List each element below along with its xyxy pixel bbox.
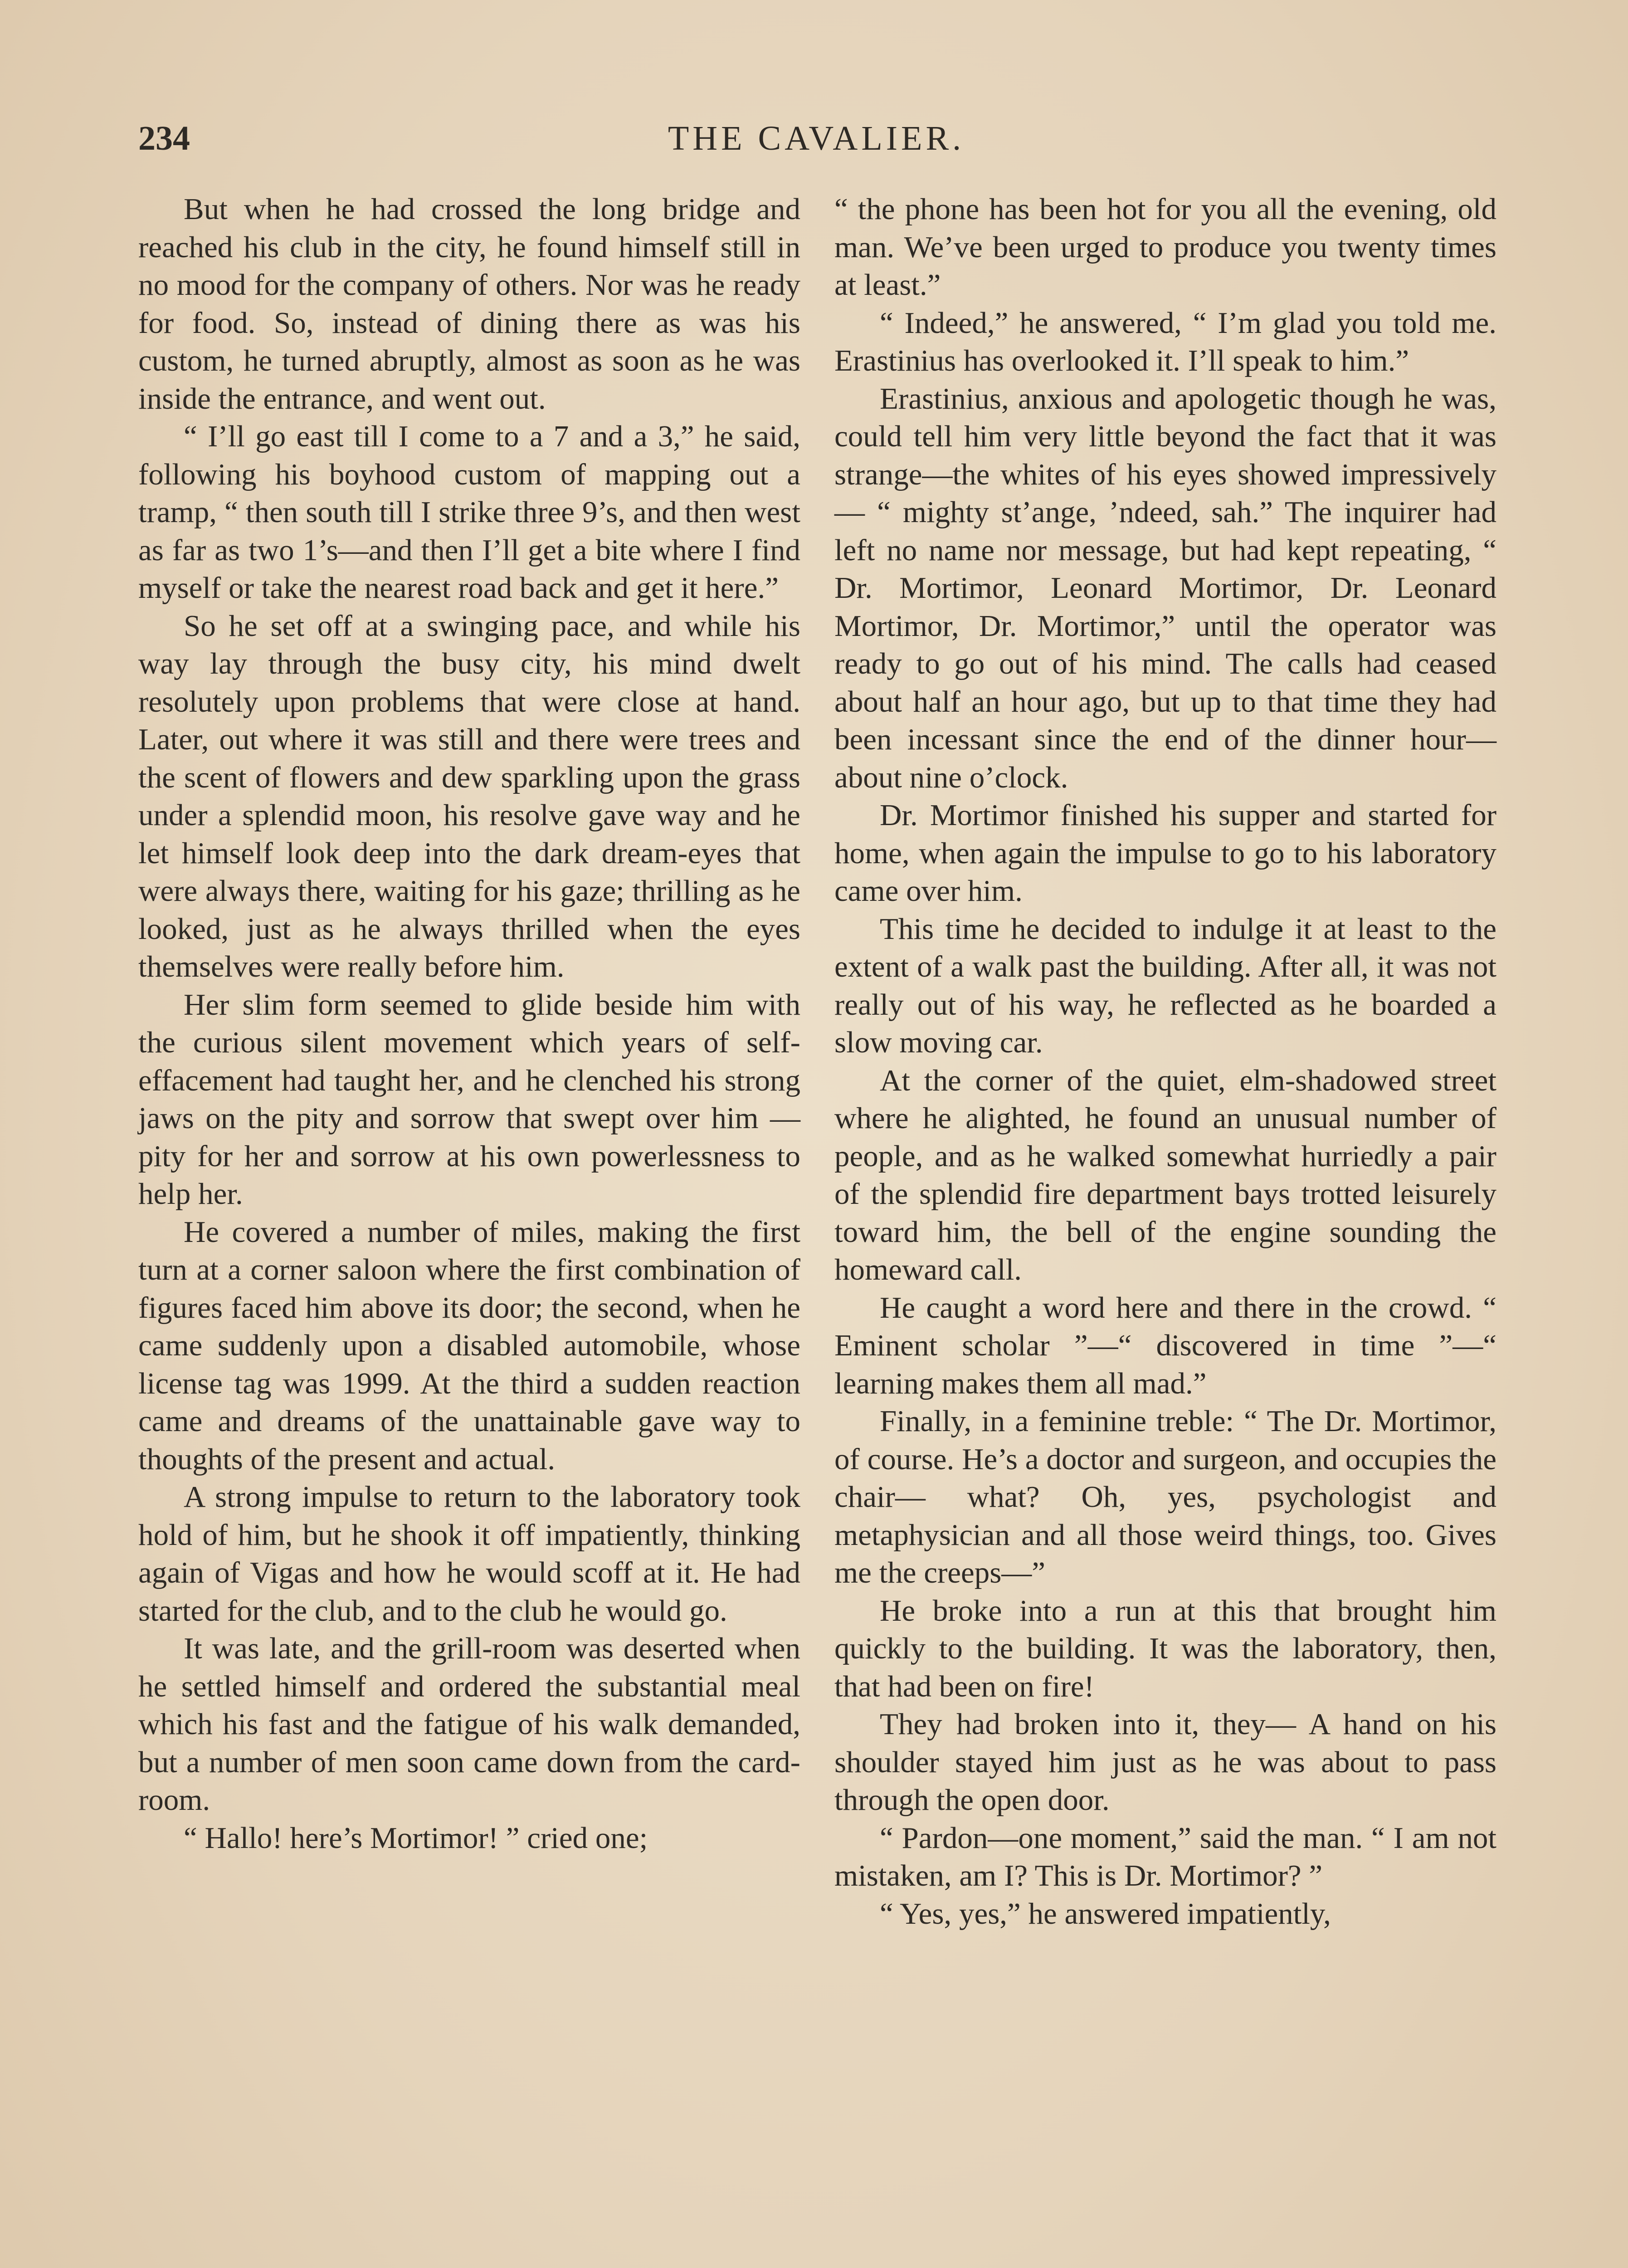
running-title: THE CAVALIER. bbox=[668, 119, 965, 157]
paragraph: Dr. Mortimor finished his supper and started for home, when again the impulse to go to his laboratory came over him. bbox=[834, 798, 1496, 908]
paragraph: Finally, in a feminine treble: “ The Dr. Mortimor, of course. He’s a doctor and surgeon, and occupies the chair— what? Oh, yes, psychologist and metaphysician and all those weird things, too. Gives me the creeps—” bbox=[834, 1404, 1496, 1589]
paragraph: He caught a word here and there in the crowd. “ Eminent scholar ”—“ discovered in time ”—“ learning makes them all mad.” bbox=[834, 1290, 1496, 1400]
paragraph: “ Pardon—one moment,” said the man. “ I am not mistaken, am I? This is Dr. Mortimor? ” bbox=[834, 1821, 1496, 1892]
paragraph: A strong impulse to return to the laboratory took hold of him, but he shook it off impatiently, thinking again of Vigas and how he would scoff at it. He had started for the club, and to the club he would go. bbox=[138, 1480, 800, 1628]
paragraph-continued: “ the phone has been hot for you all the evening, old man. We’ve been urged to produce you twenty times at least.” bbox=[834, 192, 1496, 302]
paragraph: He broke into a run at this that brought him quickly to the building. It was the laboratory, then, that had been on fire! bbox=[834, 1593, 1496, 1703]
paragraph: This time he decided to indulge it at least to the extent of a walk past the building. After all, it was not really out of his way, he reflected as he boarded a slow moving car. bbox=[834, 912, 1496, 1059]
page-header bbox=[138, 113, 1494, 163]
paragraph: “ Indeed,” he answered, “ I’m glad you told me. Erastinius has overlooked it. I’ll speak to him.” bbox=[834, 306, 1496, 377]
paragraph: It was late, and the grill-room was deserted when he settled himself and ordered the substantial meal which his fast and the fatigue of his walk demanded, but a number of men soon came down from the card-room. bbox=[138, 1632, 800, 1817]
paragraph: “ I’ll go east till I come to a 7 and a 3,” he said, following his boyhood custom of mapping out a tramp, “ then south till I strike three 9’s, and then west as far as two 1’s—and then I’ll get a bite where I find myself or take the nearest road back and get it here.” bbox=[138, 420, 800, 605]
paragraph: “ Yes, yes,” he answered impatiently, bbox=[880, 1897, 1331, 1931]
right-column bbox=[834, 191, 1496, 1933]
page-number: 234 bbox=[138, 119, 190, 157]
paragraph: Her slim form seemed to glide beside him with the curious silent movement which years of self-effacement had taught her, and he clenched his strong jaws on the pity and sorrow that swept over him —pity for her and sorrow at his own powerlessness to help her. bbox=[138, 987, 800, 1211]
paragraph: “ Hallo! here’s Mortimor! ” cried one; bbox=[184, 1821, 648, 1855]
paragraph: So he set off at a swinging pace, and while his way lay through the busy city, his mind dwelt resolutely upon problems that were close at hand. Later, out where it was still and there were trees and the scent of flowers and dew sparkling upon the grass under a splendid moon, his resolve gave way and he let himself look deep into the dark dream-eyes that were always there, waiting for his gaze; thrilling as he looked, just as he always thrilled when the eyes themselves were really before him. bbox=[138, 609, 800, 983]
paragraph: Erastinius, anxious and apologetic though he was, could tell him very little beyond the fact that it was strange—the whites of his eyes showed impressively— “ mighty st’ange, ’ndeed, sah.” The inquirer had left no name nor message, but had kept repeating, “ Dr. Mortimor, Leonard Mortimor, Dr. Leonard Mortimor, Dr. Mortimor,” until the operator was ready to go out of his mind. The calls had ceased about half an hour ago, but up to that time they had been incessant since the end of the dinner hour— about nine o’clock. bbox=[834, 381, 1496, 794]
paragraph: But when he had crossed the long bridge and reached his club in the city, he found himself still in no mood for the company of others. Nor was he ready for food. So, instead of dining there as was his custom, he turned abruptly, almost as soon as he was inside the entrance, and went out. bbox=[138, 192, 800, 415]
paragraph: He covered a number of miles, making the first turn at a corner saloon where the first combination of figures faced him above its door; the second, when he came suddenly upon a disabled automobile, whose license tag was 1999. At the third a sudden reaction came and dreams of the unattainable gave way to thoughts of the present and actual. bbox=[138, 1215, 800, 1476]
paragraph: They had broken into it, they— A hand on his shoulder stayed him just as he was about to pass through the open door. bbox=[834, 1707, 1496, 1817]
paragraph: At the corner of the quiet, elm-shadowed street where he alighted, he found an unusual number of people, and as he walked somewhat hurriedly a pair of the splendid fire department bays trotted leisurely toward him, the bell of the engine sounding the homeward call. bbox=[834, 1063, 1496, 1286]
left-column bbox=[138, 191, 800, 1857]
